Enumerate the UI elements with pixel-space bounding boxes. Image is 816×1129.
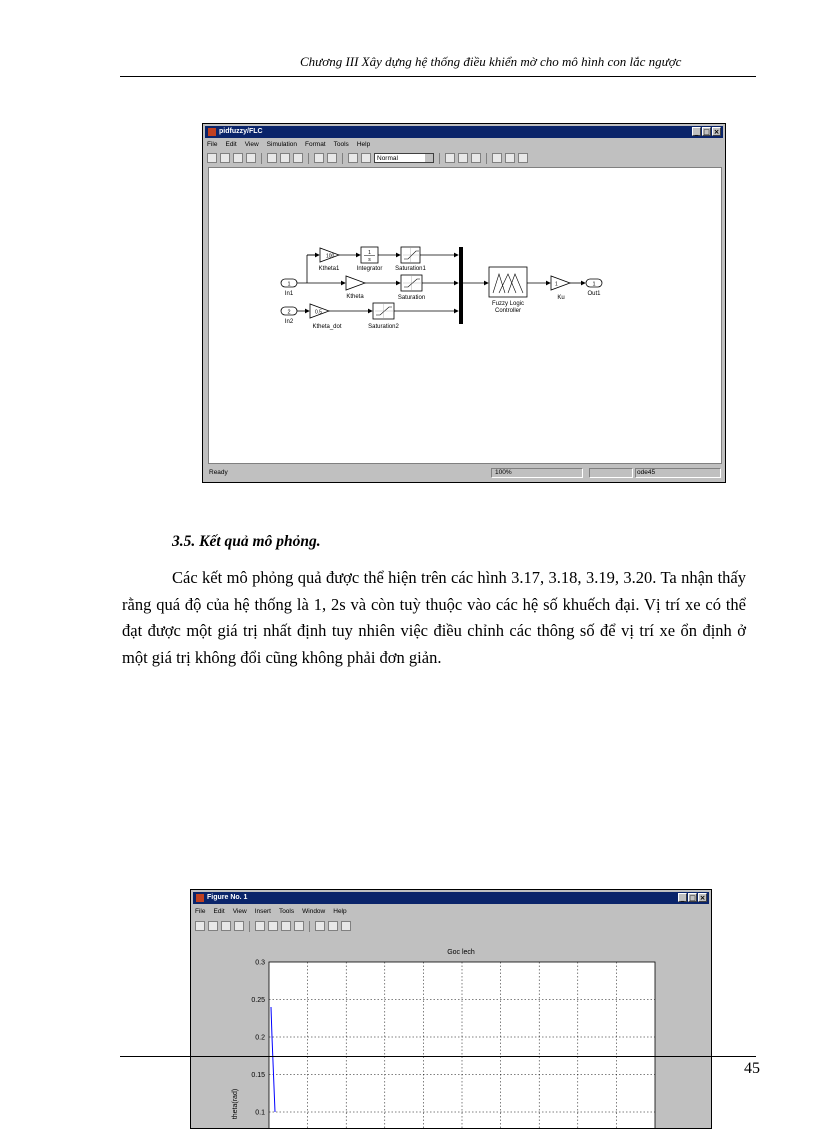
ku-value: 1 — [555, 281, 558, 288]
ktheta-gain-block[interactable] — [346, 276, 365, 290]
figure-app-icon — [196, 894, 204, 902]
cut-icon[interactable] — [267, 153, 277, 163]
menu-help[interactable]: Help — [333, 908, 347, 915]
subsystem-icon[interactable] — [471, 153, 481, 163]
paste-icon[interactable] — [293, 153, 303, 163]
ktheta-dot-label: Ktheta_dot — [312, 324, 342, 330]
figure-plot-area — [195, 934, 707, 1128]
y-tick-label: 0.25 — [251, 997, 265, 1004]
open-folder-icon[interactable] — [208, 921, 218, 931]
simulink-menubar — [207, 139, 370, 150]
open-folder-icon[interactable] — [220, 153, 230, 163]
print-icon[interactable] — [246, 153, 256, 163]
toolbar-separator — [486, 153, 487, 164]
save-icon[interactable] — [221, 921, 231, 931]
ktheta1-value: 100 — [326, 253, 335, 260]
insert-text-icon[interactable] — [268, 921, 278, 931]
body-paragraph: Các kết mô phỏng quả được thể hiện trên các hình 3.17, 3.18, 3.19, 3.20. Ta nhận thấy rằng quá độ của hệ thống là 1, 2s và còn tuỳ thuộc vào các hệ số khuếch đại. Vị trí xe có thể đạt được một giá trị nhất định tuy nhiên việc điều chỉnh các thông số để vị trí xe ổn định ở một giá trị không đổi cũng không phải đơn giản. — [122, 568, 746, 667]
minimize-icon[interactable]: _ — [678, 893, 687, 902]
copy-icon[interactable] — [280, 153, 290, 163]
in1-port-number: 1 — [287, 281, 291, 288]
undo-icon[interactable] — [314, 153, 324, 163]
toolbar-separator — [261, 153, 262, 164]
page-header-title: Chương III Xây dựng hệ thống điều khiển mờ cho mô hình con lắc ngược — [300, 54, 682, 69]
save-icon[interactable] — [233, 153, 243, 163]
simulink-toolbar — [207, 151, 721, 165]
simulink-statusbar — [207, 467, 721, 479]
out1-label: Out1 — [587, 291, 601, 297]
library-browser-icon[interactable] — [492, 153, 502, 163]
build-icon[interactable] — [445, 153, 455, 163]
maximize-icon[interactable]: □ — [703, 128, 710, 136]
new-file-icon[interactable] — [207, 153, 217, 163]
figure-window-title: Figure No. 1 — [207, 894, 248, 901]
menu-simulation[interactable]: Simulation — [266, 141, 298, 148]
insert-line-icon[interactable] — [294, 921, 304, 931]
toolbar-separator — [439, 153, 440, 164]
integrator-label: Integrator — [356, 266, 383, 272]
zoom-out-icon[interactable] — [328, 921, 338, 931]
menu-file[interactable]: File — [195, 908, 206, 915]
toolbar-separator — [309, 921, 310, 932]
chart-svg — [195, 934, 709, 1129]
simulation-mode-select[interactable]: Normal — [374, 153, 434, 163]
print-icon[interactable] — [234, 921, 244, 931]
toolbar-separator — [342, 153, 343, 164]
close-icon[interactable]: × — [699, 894, 706, 902]
status-cell — [589, 468, 633, 478]
y-tick-label: 0.2 — [255, 1034, 265, 1042]
model-explorer-icon[interactable] — [505, 153, 515, 163]
y-tick-label: 0.1 — [255, 1109, 265, 1117]
simulink-window-title: pidfuzzy/FLC — [219, 128, 263, 135]
ktheta-label: Ktheta — [346, 294, 364, 300]
new-figure-icon[interactable] — [195, 921, 205, 931]
menu-tools[interactable]: Tools — [333, 141, 349, 148]
in2-port-number: 2 — [287, 309, 291, 316]
figure-toolbar — [195, 919, 707, 933]
menu-view[interactable]: View — [232, 908, 247, 915]
toolbar-separator — [249, 921, 250, 932]
figure-menubar — [195, 906, 347, 917]
ku-label: Ku — [557, 295, 565, 301]
rotate-icon[interactable] — [341, 921, 351, 931]
ku-gain-block[interactable] — [551, 276, 570, 290]
menu-insert[interactable]: Insert — [254, 908, 271, 915]
menu-format[interactable]: Format — [305, 141, 326, 148]
maximize-icon[interactable]: □ — [689, 894, 696, 902]
menu-help[interactable]: Help — [356, 141, 371, 148]
integrator-denominator: s — [368, 257, 371, 263]
y-tick-label: 0.3 — [255, 959, 265, 967]
in1-label: In1 — [284, 291, 294, 297]
y-tick-label: 0.15 — [251, 1072, 265, 1079]
footer-rule — [120, 1056, 756, 1057]
simulink-titlebar — [205, 126, 723, 138]
fuzzy-logic-label: Fuzzy Logic — [491, 301, 525, 307]
chart-title: Goc lech — [447, 949, 475, 956]
integrator-numerator: 1 — [368, 250, 371, 256]
stop-simulation-icon[interactable] — [361, 153, 371, 163]
menu-window[interactable]: Window — [302, 908, 326, 915]
select-arrow-icon[interactable] — [255, 921, 265, 931]
menu-tools[interactable]: Tools — [278, 908, 295, 915]
in2-label: In2 — [284, 319, 294, 325]
menu-edit[interactable]: Edit — [225, 141, 237, 148]
page-number: 45 — [744, 1060, 760, 1077]
menu-view[interactable]: View — [244, 141, 259, 148]
redo-icon[interactable] — [327, 153, 337, 163]
controller-label: Controller — [494, 308, 522, 314]
mux-block[interactable] — [459, 247, 463, 324]
section-heading: 3.5. Kết quả mô phỏng. — [172, 533, 321, 550]
header-rule — [120, 76, 756, 77]
menu-file[interactable]: File — [207, 141, 218, 148]
insert-arrow-icon[interactable] — [281, 921, 291, 931]
menu-edit[interactable]: Edit — [213, 908, 225, 915]
toolbar-separator — [308, 153, 309, 164]
simulink-window — [202, 123, 726, 483]
ktheta-dot-value: 0.5 — [315, 309, 322, 316]
simulink-canvas[interactable] — [208, 167, 722, 464]
chart-y-axis-label: theta(rad) — [232, 1088, 239, 1120]
update-diagram-icon[interactable] — [458, 153, 468, 163]
status-ready: Ready — [209, 469, 228, 476]
status-solver: ode45 — [637, 469, 656, 476]
figure-titlebar — [193, 892, 709, 904]
figure-window — [190, 889, 712, 1129]
close-icon[interactable]: × — [713, 128, 720, 136]
debug-icon[interactable] — [518, 153, 528, 163]
start-simulation-icon[interactable] — [348, 153, 358, 163]
saturation2-label: Saturation2 — [368, 324, 399, 330]
saturation1-label: Saturation1 — [395, 266, 426, 272]
zoom-in-icon[interactable] — [315, 921, 325, 931]
status-zoom: 100% — [495, 469, 512, 476]
saturation-label: Saturation — [397, 295, 426, 301]
minimize-icon[interactable]: _ — [692, 127, 701, 136]
out1-port-number: 1 — [592, 281, 596, 288]
ktheta1-label: Ktheta1 — [318, 266, 340, 272]
simulink-app-icon — [208, 128, 216, 136]
